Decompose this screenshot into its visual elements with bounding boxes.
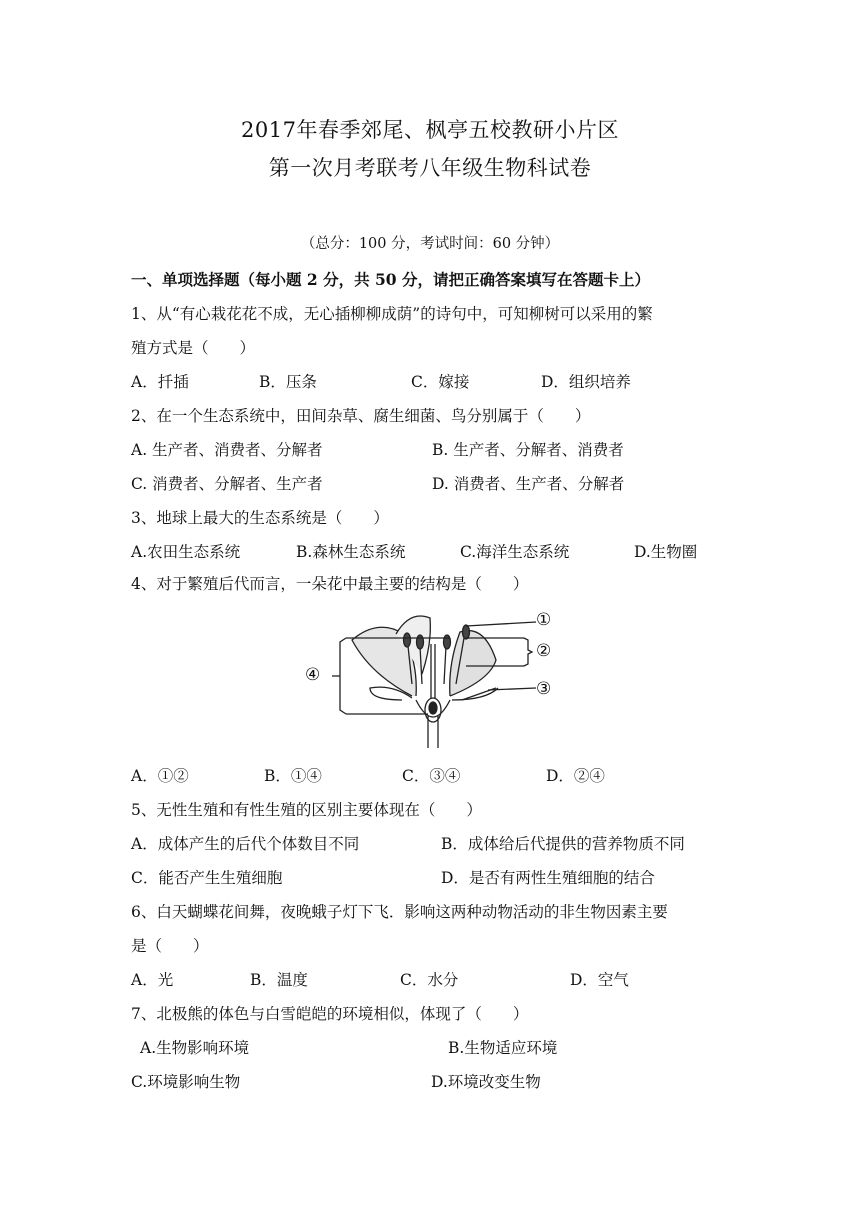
question-2-option-d: D. 消费者、生产者、分解者 [432,475,625,493]
question-3-option-c: C.海洋生态系统 [460,543,570,561]
question-7-option-d: D.环境改变生物 [431,1073,541,1091]
question-3-option-a: A.农田生态系统 [131,543,241,561]
question-1-option-d: D．组织培养 [541,373,631,391]
question-6-option-d: D．空气 [570,971,629,989]
exam-title-line2: 第一次月考联考八年级生物科试卷 [268,156,592,180]
question-6-option-b: B．温度 [250,971,308,989]
question-6-option-a: A．光 [131,971,174,989]
question-1-stem-line2: 殖方式是（ ） [131,339,256,357]
question-3-option-d: D.生物圈 [634,543,698,561]
question-4-stem: 4、对于繁殖后代而言，一朵花中最主要的结构是（ ） [131,575,529,593]
figure-label-1: ① [536,610,552,630]
section-heading: 一、单项选择题（每小题 2 分，共 50 分，请把正确答案填写在答题卡上） [131,270,650,289]
question-7-option-b: B.生物适应环境 [448,1039,558,1057]
question-2-option-b: B. 生产者、分解者、消费者 [432,441,624,459]
question-6-stem-line2: 是（ ） [131,937,209,955]
question-2-option-a: A. 生产者、消费者、分解者 [131,441,323,459]
question-5-option-a: A．成体产生的后代个体数目不同 [131,835,360,853]
question-1-option-b: B．压条 [259,373,317,391]
figure-label-3: ③ [536,679,552,699]
question-5-stem: 5、无性生殖和有性生殖的区别主要体现在（ ） [131,801,482,819]
exam-title-line1: 2017年春季郊尾、枫亭五校教研小片区 [241,118,619,142]
question-2-option-c: C. 消费者、分解者、生产者 [131,475,323,493]
question-6-stem-line1: 6、白天蝴蝶花间舞，夜晚蛾子灯下飞．影响这两种动物活动的非生物因素主要 [131,903,668,921]
exam-meta: （总分：100 分，考试时间：60 分钟） [300,236,560,252]
question-7-stem: 7、北极熊的体色与白雪皑皑的环境相似，体现了（ ） [131,1005,529,1023]
question-4-option-c: C．③④ [402,767,461,785]
flower-structure-figure [300,604,570,750]
figure-label-4: ④ [305,665,321,685]
question-3-stem: 3、地球上最大的生态系统是（ ） [131,509,389,527]
question-7-option-a: A.生物影响环境 [140,1039,250,1057]
question-1-option-c: C．嫁接 [411,373,470,391]
question-5-option-d: D．是否有两性生殖细胞的结合 [441,869,655,887]
question-4-option-d: D．②④ [546,767,605,785]
question-7-option-c: C.环境影响生物 [131,1073,241,1091]
question-5-option-c: C．能否产生生殖细胞 [131,869,283,887]
question-2-stem: 2、在一个生态系统中，田间杂草、腐生细菌、鸟分别属于（ ） [131,407,591,425]
question-4-option-a: A．①② [131,767,189,785]
question-1-stem-line1: 1、从“有心栽花花不成，无心插柳柳成荫”的诗句中，可知柳树可以采用的繁 [131,305,653,323]
figure-label-2: ② [536,641,552,661]
question-4-option-b: B．①④ [264,767,322,785]
flower-diagram [300,604,570,750]
question-6-option-c: C．水分 [400,971,459,989]
question-3-option-b: B.森林生态系统 [296,543,406,561]
question-1-option-a: A．扦插 [131,373,189,391]
question-5-option-b: B．成体给后代提供的营养物质不同 [441,835,685,853]
